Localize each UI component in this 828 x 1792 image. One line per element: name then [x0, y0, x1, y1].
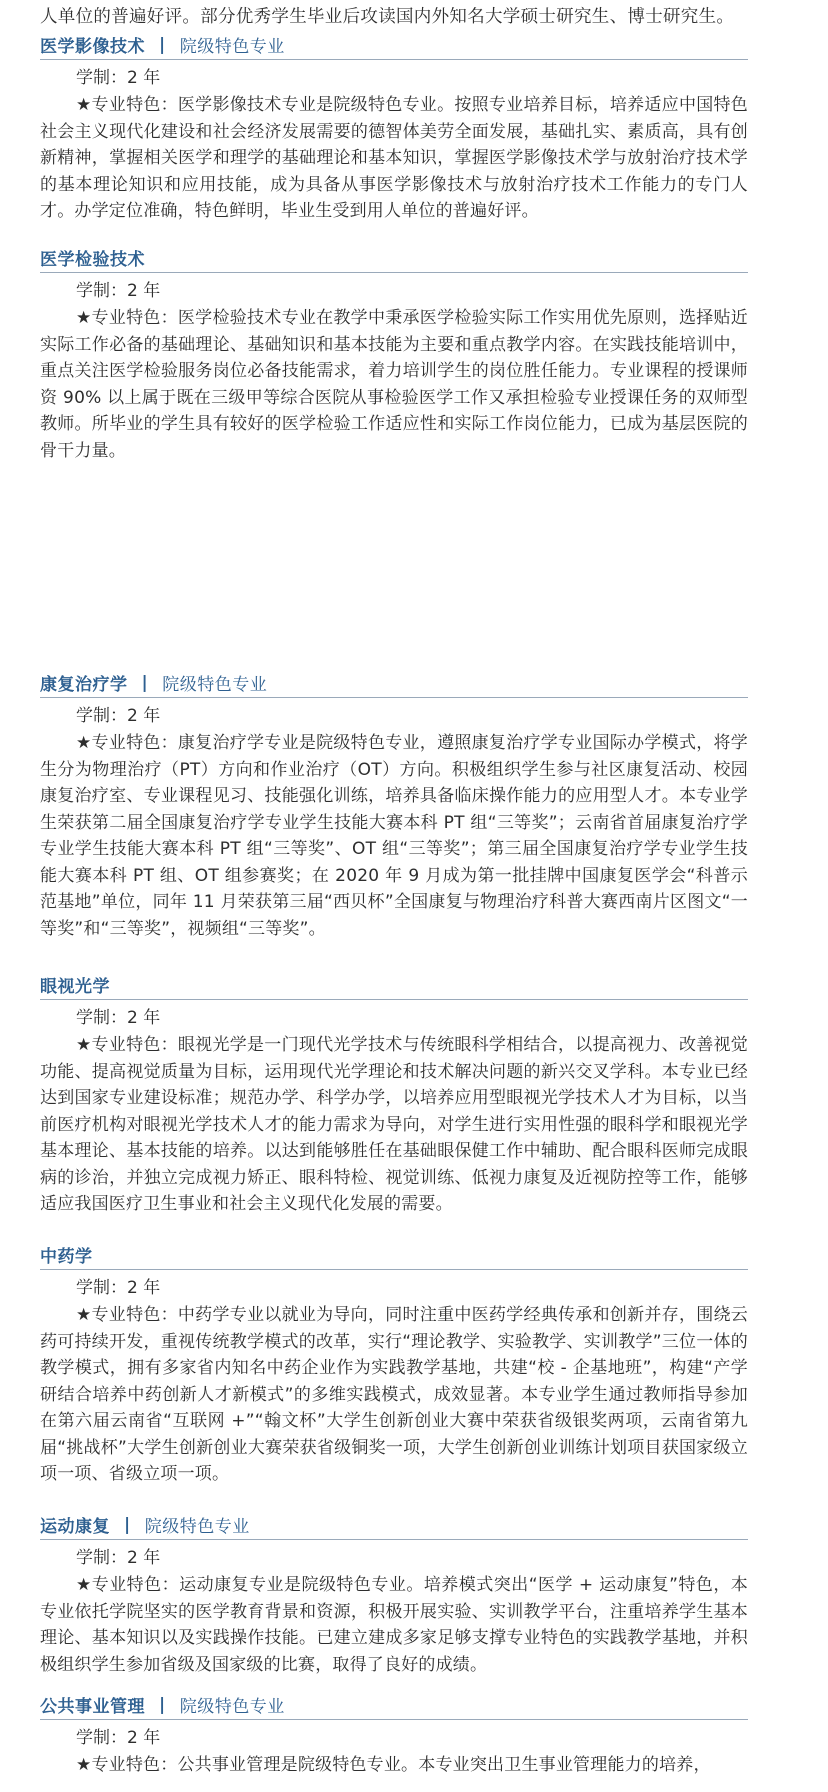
major-feature: ★专业特色：运动康复专业是院级特色专业。培养模式突出“医学 + 运动康复”特色，本专业依托学院坚实的医学教育背景和资源，积极开展实验、实训教学平台，注重培养学生基本理论、基本知识以及实践操作技能。已建立建成多家足够支撑专业特色的实践教学基地，并积极组织学生参加省级及国家级的比赛，取得了良好的成绩。	[40, 1575, 748, 1675]
major-section-public-admin	[40, 1690, 748, 1779]
major-section-chinese-pharmacy	[40, 1240, 748, 1488]
major-duration: 学制：2 年	[76, 281, 161, 301]
major-name: 医学检验技术	[40, 250, 145, 270]
major-name: 眼视光学	[40, 977, 110, 997]
major-header	[40, 243, 748, 273]
major-header	[40, 970, 748, 1000]
major-header	[40, 668, 748, 698]
major-duration: 学制：2 年	[76, 1278, 161, 1298]
major-name: 中药学	[40, 1247, 93, 1267]
major-duration: 学制：2 年	[76, 68, 161, 88]
major-header	[40, 1690, 748, 1720]
major-duration: 学制：2 年	[76, 1548, 161, 1568]
major-header	[40, 1240, 748, 1270]
major-feature: ★专业特色：康复治疗学专业是院级特色专业，遵照康复治疗学专业国际办学模式，将学生分为物理治疗（PT）方向和作业治疗（OT）方向。积极组织学生参与社区康复活动、校园康复治疗室、专业课程见习、技能强化训练，培养具备临床操作能力的应用型人才。本专业学生荣获第二届全国康复治疗学专业学生技能大赛本科 PT 组“三等奖”；云南省首届康复治疗学专业学生技能大赛本科 PT 组“三等奖”、OT 组“三等奖”；第三届全国康复治疗学专业学生技能大赛本科 PT 组、OT 组参赛奖；在 2020 年 9 月成为第一批挂牌中国康复医学会“科普示范基地”单位，同年 11 月荣获第三届“西贝杯”全国康复与物理治疗科普大赛西南片区图文“一等奖”和“三等奖”，视频组“三等奖”。	[40, 733, 748, 939]
major-feature: ★专业特色：公共事业管理是院级特色专业。本专业突出卫生事业管理能力的培养，	[76, 1755, 711, 1775]
major-separator: |	[159, 34, 166, 55]
major-tag: 院级特色专业	[179, 37, 285, 57]
major-section-medical-lab	[40, 243, 748, 464]
major-section-rehab-therapy	[40, 668, 748, 942]
major-header	[40, 30, 748, 60]
major-tag: 院级特色专业	[179, 1697, 285, 1717]
major-name: 康复治疗学	[40, 675, 128, 695]
major-duration: 学制：2 年	[76, 1728, 161, 1748]
intro-last-line: 人单位的普遍好评。部分优秀学生毕业后攻读国内外知名大学硕士研究生、博士研究生。	[40, 7, 735, 27]
major-section-optometry	[40, 970, 748, 1218]
major-separator: |	[159, 1694, 166, 1715]
major-separator: |	[141, 672, 149, 693]
major-name: 医学影像技术	[40, 37, 145, 57]
major-tag: 院级特色专业	[144, 1517, 250, 1537]
major-section-medical-imaging	[40, 30, 748, 225]
major-separator: |	[124, 1514, 131, 1535]
major-feature: ★专业特色：医学影像技术专业是院级特色专业。按照专业培养目标，培养适应中国特色社会主义现代化建设和社会经济发展需要的德智体美劳全面发展，基础扎实、素质高，具有创新精神，掌握相关医学和理学的基础理论和基本知识，掌握医学影像技术学与放射治疗技术学的基本理论知识和应用技能，成为具备从事医学影像技术与放射治疗技术工作能力的专门人才。办学定位准确，特色鲜明，毕业生受到用人单位的普遍好评。	[40, 95, 748, 221]
major-feature: ★专业特色：医学检验技术专业在教学中秉承医学检验实际工作实用优先原则，选择贴近实际工作必备的基础理论、基础知识和基本技能为主要和重点教学内容。在实践技能培训中，重点关注医学检验服务岗位必备技能需求，着力培训学生的岗位胜任能力。专业课程的授课师资 90% 以上属于既在三级甲等综合医院从事检验医学工作又承担检验专业授课任务的双师型教师。所毕业的学生具有较好的医学检验工作适应性和实际工作岗位能力，已成为基层医院的骨干力量。	[40, 308, 748, 461]
major-name: 运动康复	[40, 1517, 110, 1537]
major-tag: 院级特色专业	[162, 675, 268, 695]
major-name: 公共事业管理	[40, 1697, 145, 1717]
major-duration: 学制：2 年	[76, 706, 161, 726]
major-feature: ★专业特色：中药学专业以就业为导向，同时注重中医药学经典传承和创新并存，围绕云药可持续开发，重视传统教学模式的改革，实行“理论教学、实验教学、实训教学”三位一体的教学模式，拥有多家省内知名中药企业作为实践教学基地，共建“校 - 企基地班”，构建“产学研结合培养中药创新人才新模式”的多维实践模式，成效显著。本专业学生通过教师指导参加在第六届云南省“互联网 +”“翰文杯”大学生创新创业大赛中荣获省级银奖两项，云南省第九届“挑战杯”大学生创新创业大赛荣获省级铜奖一项，大学生创新创业训练计划项目获国家级立项一项、省级立项一项。	[40, 1305, 748, 1484]
major-section-sports-rehab	[40, 1510, 748, 1678]
major-feature: ★专业特色：眼视光学是一门现代光学技术与传统眼科学相结合，以提高视力、改善视觉功能、提高视觉质量为目标，运用现代光学理论和技术解决问题的新兴交叉学科。本专业已经达到国家专业建设标准；规范办学、科学办学，以培养应用型眼视光学技术人才为目标，以当前医疗机构对眼视光学技术人才的能力需求为导向，对学生进行实用性强的眼科学和眼视光学基本理论、基本技能的培养。以达到能够胜任在基础眼保健工作中辅助、配合眼科医师完成眼病的诊治，并独立完成视力矫正、眼科特检、视觉训练、低视力康复及近视防控等工作，能够适应我国医疗卫生事业和社会主义现代化发展的需要。	[40, 1035, 748, 1214]
major-duration: 学制：2 年	[76, 1008, 161, 1028]
major-header	[40, 1510, 748, 1540]
